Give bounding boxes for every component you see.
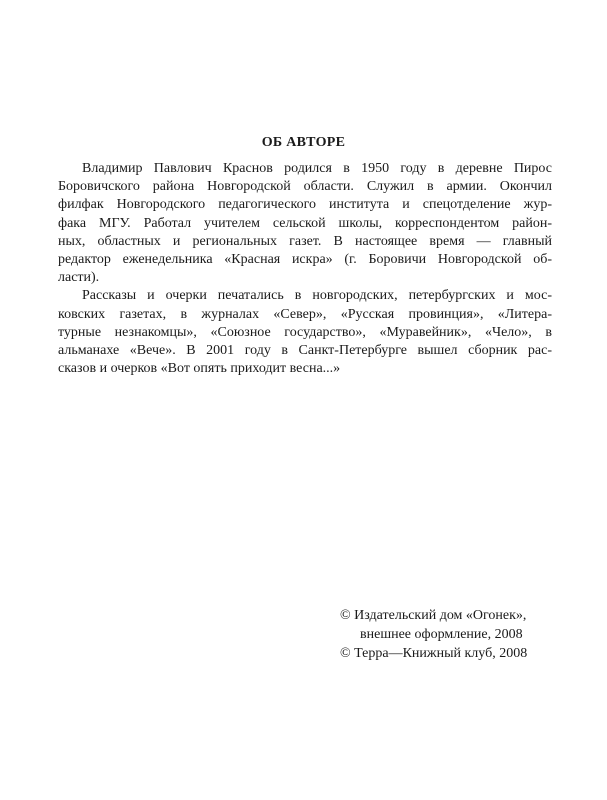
- text-line: сказов и очерков «Вот опять приходит весна...»: [58, 361, 341, 377]
- text-line: фака МГУ. Работал учителем сельской школы, корреспондентом район-: [58, 215, 552, 231]
- text-line: ласти).: [58, 270, 100, 286]
- text-line: ковских газетах, в журналах «Север», «Русская провинция», «Литера-: [58, 306, 552, 322]
- copyright-block: [340, 606, 570, 663]
- copyright-line: внешнее оформление, 2008: [360, 627, 523, 642]
- paragraph-biography: [58, 160, 552, 287]
- text-line: Владимир Павлович Краснов родился в 1950 году в деревне Пирос: [82, 161, 552, 176]
- text-line: филфак Новгородского педагогического института и спецотделение жур-: [58, 197, 552, 213]
- paragraph-publications: [58, 287, 552, 378]
- text-line: ных, областных и региональных газет. В настоящее время — главный: [58, 233, 552, 249]
- text-line: альманахе «Вече». В 2001 году в Санкт-Петербурге вышел сборник рас-: [58, 343, 552, 359]
- biography-text: [58, 160, 552, 378]
- text-line: Рассказы и очерки печатались в новгородских, петербургских и мос-: [82, 288, 552, 304]
- text-line: Боровичского района Новгородской области. Служил в армии. Окончил: [58, 179, 552, 195]
- text-line: редактор еженедельника «Красная искра» (г. Боровичи Новгородской об-: [58, 252, 552, 268]
- text-line: турные незнакомцы», «Союзное государство», «Муравейник», «Чело», в: [58, 324, 552, 340]
- page-title: ОБ АВТОРЕ: [261, 135, 346, 150]
- copyright-line: © Терра—Книжный клуб, 2008: [340, 646, 528, 661]
- copyright-line: © Издательский дом «Огонек»,: [340, 608, 527, 623]
